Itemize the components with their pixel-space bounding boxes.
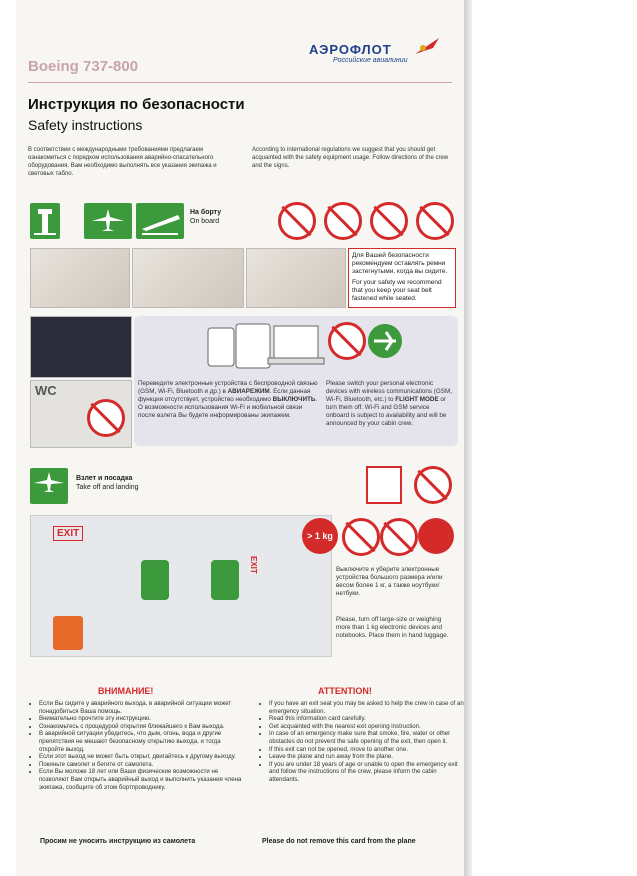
onboard-label-en: On board — [190, 218, 220, 225]
list-item: • In case of an emergency make sure that smoke, fire, water or other obstacles do not prevent the safe opening of the exit, then open it. — [269, 730, 465, 745]
wc-photo — [30, 380, 132, 448]
list-item: • Ознакомьтесь с процедурой открытия ближайшего к Вам выхода. — [39, 723, 245, 731]
no-gaming-icon — [370, 202, 408, 240]
seatbelt-photo-2 — [132, 248, 244, 308]
list-item: • Внимательно прочтите эту инструкцию. — [39, 715, 245, 723]
onboard-label-ru: На борту — [190, 209, 222, 216]
attention-en-title: ATTENTION! — [318, 686, 372, 696]
no-microphone-icon — [416, 202, 454, 240]
intro-ru: В соответствии с международными требованиями предлагаем ознакомиться с порядком использования аварийно-спасательного оборудования. Вам необходимо выполнять все указания экипажа и световых табло. — [28, 147, 217, 177]
power-off-icon — [418, 518, 454, 554]
attention-ru-list — [30, 700, 245, 791]
title-ru: Инструкция по безопасности — [28, 96, 245, 113]
aircraft-model: Boeing 737-800 — [28, 58, 139, 75]
seatbelt-photo-1 — [30, 248, 130, 308]
list-item: • If this exit can not be opened, move to another one. — [269, 746, 465, 754]
header-divider — [28, 82, 452, 83]
wc-label: WC — [35, 383, 57, 398]
window-arrow-icon — [141, 560, 169, 600]
intro-en: According to international regulations we suggest that you should get acquainted with the safety equipment usage. Follow directions of the crew and the signs. — [252, 147, 449, 169]
no-devices-icon — [324, 202, 362, 240]
seatbelt-note-ru: Для Вашей безопасности рекомендуем оставлять ремни застегнутыми, когда вы сидите. — [352, 252, 448, 275]
page-edge — [464, 0, 472, 876]
luggage-icon — [53, 616, 83, 650]
cabin-illustration — [30, 515, 332, 657]
large-devices-ru: Выключите и уберите электронные устройства большого размера и/или весом более 1 кг, а также ноутбуки/нетбуки. — [336, 566, 443, 597]
attention-ru-title: ВНИМАНИЕ! — [98, 686, 154, 696]
no-wireless-icon — [328, 322, 366, 360]
takeoff-label-ru: Взлет и посадка — [76, 475, 133, 482]
window-arrow-icon-2 — [211, 560, 239, 600]
list-item: • Get acquainted with the nearest exit opening instruction. — [269, 723, 465, 731]
no-camera-icon — [380, 518, 418, 556]
list-item: • Read this information card carefully. — [269, 715, 465, 723]
footer-ru: Просим не уносить инструкцию из самолета — [40, 838, 196, 845]
seatbelt-sign-photo — [30, 316, 132, 378]
takeoff-label-en: Take off and landing — [76, 484, 139, 491]
airport-tower-icon — [30, 203, 60, 239]
weight-badge: > 1 kg — [302, 518, 338, 554]
flight-mode-icon — [368, 324, 402, 358]
devices-icon — [206, 322, 326, 372]
no-smoking-wc-icon — [87, 399, 125, 437]
devices-text-ru: Переведите электронные устройства с беспроводной связью (GSM, Wi-Fi, Bluetooth и др.) в АВИАРЕЖИМ. Если данная функция отсутствует, устройство необходимо ВЫКЛЮЧИТЬ. О возможности использования Wi-Fi и мобильной связи после взлета Вы будете информированы экипажем. — [138, 380, 318, 419]
list-item: • If you have an exit seat you may be asked to help the crew in case of an emergency situation. — [269, 700, 465, 715]
seatbelt-sign-icon — [366, 466, 402, 504]
list-item: • Если этот выход не может быть открыт, двигайтесь к другому выходу. — [39, 753, 245, 761]
devices-text-en: Please switch your personal electronic devices with wireless communications (GSM, Wi-Fi, Bluetooth, etc.) to FLIGHT MODE or turn them off. Wi-Fi and GSM service onboard is subject to availability and will be announced by your cabin crew. — [326, 380, 452, 427]
takeoff-landing-icon — [30, 468, 68, 504]
seatbelt-note-en: For your safety we recommend that you keep your seat belt fastened while seated. — [352, 279, 442, 302]
list-item: • Если Вы моложе 18 лет или Ваши физические возможности не позволяют Вам открыть аварийный выход и выполнить указания члена экипажа, сообщите об этом бортпроводнику. — [39, 768, 245, 791]
list-item: • В аварийной ситуации убедитесь, что дым, огонь, вода и другие препятствия не мешают безопасному открытию выхода, и тогда откройте выход. — [39, 730, 245, 753]
title-en: Safety instructions — [28, 117, 143, 133]
attention-en-list — [260, 700, 465, 784]
list-item: • Покиньте самолет и бегите от самолета. — [39, 761, 245, 769]
seatbelt-photo-3 — [246, 248, 346, 308]
exit-sign-left: EXIT — [53, 526, 83, 541]
no-smoking-icon — [278, 202, 316, 240]
list-item: • Leave the plane and run away from the plane. — [269, 753, 465, 761]
large-devices-en: Please, turn off large-size or weighing more than 1 kg electronic devices and notebooks. Place them in hand luggage. — [336, 616, 449, 639]
footer-en: Please do not remove this card from the plane — [262, 838, 416, 845]
logo-subtitle: Российские авиалинии — [333, 57, 408, 64]
list-item: • If you are under 18 years of age or unable to open the emergency exit and follow the instructions of the crew, please inform the cabin attendants. — [269, 761, 465, 784]
seatbelt-note — [348, 248, 456, 308]
wing-logo-icon — [413, 36, 443, 58]
exit-sign-door: EXIT — [249, 556, 258, 574]
logo-text: АЭРОФЛОТ — [309, 42, 392, 57]
aeroflot-logo — [309, 36, 449, 76]
no-wireless-takeoff-icon — [414, 466, 452, 504]
plane-on-runway-icon — [84, 203, 132, 239]
plane-takeoff-icon — [136, 203, 184, 239]
list-item: • Если Вы сидите у аварийного выхода, в аварийной ситуации может понадобиться Ваша помощь. — [39, 700, 245, 715]
no-laptop-icon — [342, 518, 380, 556]
safety-card — [16, 0, 465, 876]
